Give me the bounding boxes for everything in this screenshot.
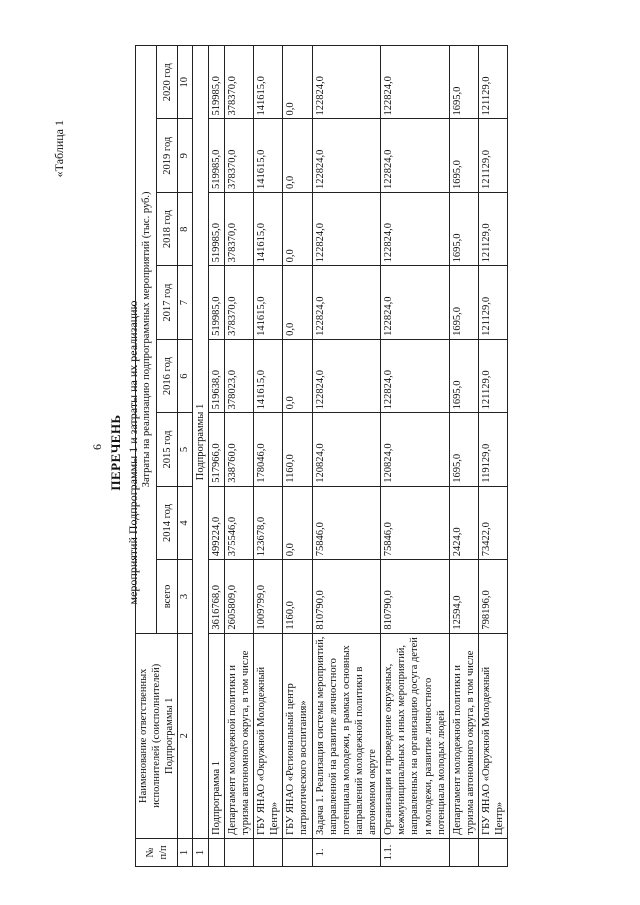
row-year-value: 120824,0 bbox=[312, 413, 381, 486]
header-year: 2017 год bbox=[157, 266, 178, 339]
header-year: 2019 год bbox=[157, 119, 178, 192]
row-year-value: 122824,0 bbox=[312, 339, 381, 412]
header-name: Наименование ответственных исполнителей (соисполнителей) Подпрограммы 1 bbox=[136, 633, 178, 838]
row-year-value: 1695,0 bbox=[449, 266, 478, 339]
row-year-value: 1695,0 bbox=[449, 119, 478, 192]
header-year: 2014 год bbox=[157, 486, 178, 559]
document-subtitle: мероприятий Подпрограммы 1 и затраты на их реализацию bbox=[126, 300, 140, 605]
row-year-value: 1160,0 bbox=[283, 413, 312, 486]
header-year: 2020 год bbox=[157, 46, 178, 120]
row-year-value: 519985,0 bbox=[208, 192, 224, 265]
row-year-value: 121129,0 bbox=[479, 119, 508, 192]
row-year-value: 519638,0 bbox=[208, 339, 224, 412]
column-number: 8 bbox=[178, 192, 192, 265]
page-number: 6 bbox=[90, 444, 104, 450]
column-number: 6 bbox=[178, 339, 192, 412]
header-year: 2016 год bbox=[157, 339, 178, 412]
row-year-value: 0,0 bbox=[283, 192, 312, 265]
document-title: ПЕРЕЧЕНЬ bbox=[108, 414, 123, 491]
row-year-value: 122824,0 bbox=[381, 339, 450, 412]
row-name: Департамент молодежной политики и туризма автономного округа, в том числе bbox=[449, 633, 478, 838]
row-year-value: 141615,0 bbox=[254, 119, 283, 192]
row-total: 12594,0 bbox=[449, 560, 478, 633]
header-total: всего bbox=[157, 560, 178, 633]
row-year-value: 119129,0 bbox=[479, 413, 508, 486]
row-year-value: 517966,0 bbox=[208, 413, 224, 486]
column-number: 4 bbox=[178, 486, 192, 559]
row-number bbox=[449, 838, 478, 866]
table-row bbox=[208, 46, 224, 867]
row-year-value: 1695,0 bbox=[449, 413, 478, 486]
row-name: Задача 1. Реализация системы мероприятий, направленной на развитие личностного потенциала молодежи, в рамках основных направлений молодежной политики в автономном округе bbox=[312, 633, 381, 838]
row-year-value: 122824,0 bbox=[381, 119, 450, 192]
table-row bbox=[283, 46, 312, 867]
row-year-value: 1695,0 bbox=[449, 339, 478, 412]
row-total: 1009799,0 bbox=[254, 560, 283, 633]
row-year-value: 0,0 bbox=[283, 119, 312, 192]
row-name: ГБУ ЯНАО «Окружной Молодежный Центр» bbox=[479, 633, 508, 838]
row-year-value: 121129,0 bbox=[479, 192, 508, 265]
row-year-value: 121129,0 bbox=[479, 46, 508, 120]
row-year-value: 338760,0 bbox=[224, 413, 253, 486]
table-reference: «Таблица 1 bbox=[52, 120, 66, 178]
row-number bbox=[254, 838, 283, 866]
row-year-value: 0,0 bbox=[283, 339, 312, 412]
table-row bbox=[254, 46, 283, 867]
row-year-value: 120824,0 bbox=[381, 413, 450, 486]
row-year-value: 121129,0 bbox=[479, 339, 508, 412]
header-row-1 bbox=[136, 46, 157, 867]
row-year-value: 2424,0 bbox=[449, 486, 478, 559]
row-year-value: 141615,0 bbox=[254, 192, 283, 265]
row-number: 1. bbox=[312, 838, 381, 866]
row-total: 3616768,0 bbox=[208, 560, 224, 633]
header-costs-group: Затраты на реализацию подпрограммных мероприятий (тыс. руб.) bbox=[136, 46, 157, 634]
row-name: Организация и проведение окружных, межмуниципальных и иных мероприятий, направленных на организацию досуга детей и молодежи, развитие личностного потенциала молодых людей bbox=[381, 633, 450, 838]
row-year-value: 75846,0 bbox=[381, 486, 450, 559]
table-row bbox=[381, 46, 450, 867]
row-total: 810790,0 bbox=[381, 560, 450, 633]
row-year-value: 141615,0 bbox=[254, 46, 283, 120]
row-number bbox=[224, 838, 253, 866]
row-year-value: 122824,0 bbox=[312, 192, 381, 265]
row-year-value: 122824,0 bbox=[312, 266, 381, 339]
row-name: ГБУ ЯНАО «Региональный центр патриотического воспитания» bbox=[283, 633, 312, 838]
row-year-value: 1695,0 bbox=[449, 46, 478, 120]
row-total: 810790,0 bbox=[312, 560, 381, 633]
row-name: Департамент молодежной политики и туризма автономного округа, в том числе bbox=[224, 633, 253, 838]
row-total: 798196,0 bbox=[479, 560, 508, 633]
row-number bbox=[283, 838, 312, 866]
row-year-value: 378370,0 bbox=[224, 266, 253, 339]
row-year-value: 122824,0 bbox=[312, 119, 381, 192]
row-year-value: 141615,0 bbox=[254, 339, 283, 412]
table-row bbox=[224, 46, 253, 867]
row-year-value: 75846,0 bbox=[312, 486, 381, 559]
row-number: 1.1. bbox=[381, 838, 450, 866]
expenses-table bbox=[135, 45, 508, 867]
row-year-value: 122824,0 bbox=[381, 192, 450, 265]
row-year-value: 0,0 bbox=[283, 486, 312, 559]
table-row bbox=[449, 46, 478, 867]
row-year-value: 121129,0 bbox=[479, 266, 508, 339]
row-year-value: 0,0 bbox=[283, 266, 312, 339]
row-total: 2605809,0 bbox=[224, 560, 253, 633]
column-number: 2 bbox=[178, 633, 192, 838]
row-name: ГБУ ЯНАО «Окружной Молодежный Центр» bbox=[254, 633, 283, 838]
row-year-value: 378023,0 bbox=[224, 339, 253, 412]
row-year-value: 519985,0 bbox=[208, 46, 224, 120]
column-number: 10 bbox=[178, 46, 192, 120]
row-year-value: 378370,0 bbox=[224, 192, 253, 265]
row-year-value: 122824,0 bbox=[312, 46, 381, 120]
program-num: 1 bbox=[192, 838, 208, 866]
row-year-value: 378370,0 bbox=[224, 46, 253, 120]
column-number: 9 bbox=[178, 119, 192, 192]
row-year-value: 122824,0 bbox=[381, 266, 450, 339]
column-number: 1 bbox=[178, 838, 192, 866]
row-year-value: 0,0 bbox=[283, 46, 312, 120]
row-number bbox=[479, 838, 508, 866]
row-year-value: 499224,0 bbox=[208, 486, 224, 559]
row-year-value: 519985,0 bbox=[208, 119, 224, 192]
program-row bbox=[192, 46, 208, 867]
column-number: 5 bbox=[178, 413, 192, 486]
column-number: 3 bbox=[178, 560, 192, 633]
row-year-value: 123678,0 bbox=[254, 486, 283, 559]
header-year: 2018 год bbox=[157, 192, 178, 265]
table-row bbox=[312, 46, 381, 867]
row-year-value: 178046,0 bbox=[254, 413, 283, 486]
row-year-value: 141615,0 bbox=[254, 266, 283, 339]
program-name: Подпрограммы 1 bbox=[192, 46, 208, 839]
column-numbers-row bbox=[178, 46, 192, 867]
row-total: 1160,0 bbox=[283, 560, 312, 633]
row-year-value: 122824,0 bbox=[381, 46, 450, 120]
row-name: Подпрограмма 1 bbox=[208, 633, 224, 838]
table-row bbox=[479, 46, 508, 867]
row-year-value: 73422,0 bbox=[479, 486, 508, 559]
row-year-value: 378370,0 bbox=[224, 119, 253, 192]
header-year: 2015 год bbox=[157, 413, 178, 486]
row-year-value: 1695,0 bbox=[449, 192, 478, 265]
column-number: 7 bbox=[178, 266, 192, 339]
row-year-value: 375546,0 bbox=[224, 486, 253, 559]
header-num: № п/п bbox=[136, 838, 178, 866]
row-number bbox=[208, 838, 224, 866]
row-year-value: 519985,0 bbox=[208, 266, 224, 339]
